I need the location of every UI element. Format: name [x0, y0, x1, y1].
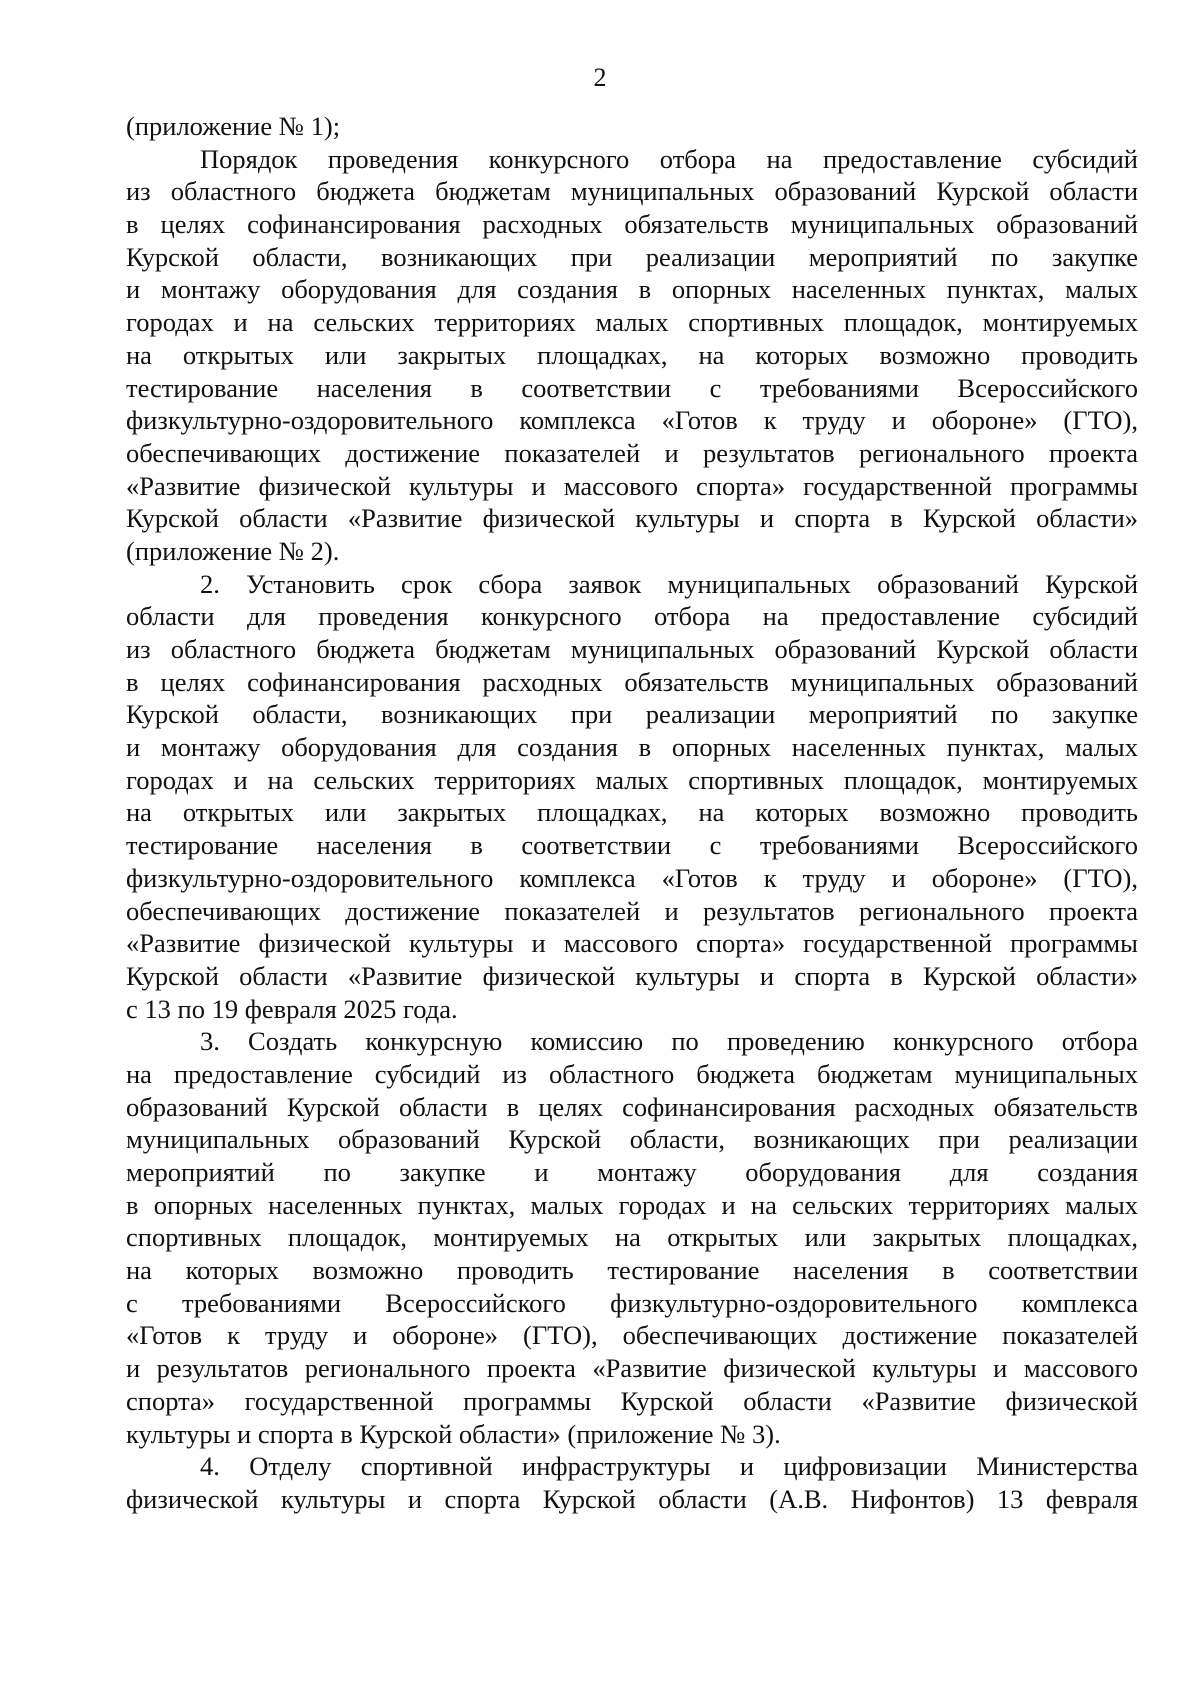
text-line: городах и на сельских территориях малых спортивных площадок, монтируемых [126, 764, 1138, 795]
paragraph-p3 [126, 1025, 1138, 1450]
text-line: в опорных населенных пунктах, малых городах и на сельских территориях малых [126, 1189, 1138, 1220]
text-line: 4. Отделу спортивной инфраструктуры и цифровизации Министерства [200, 1451, 1138, 1482]
text-line: спортивных площадок, монтируемых на открытых или закрытых площадках, [126, 1222, 1138, 1253]
paragraph-p1 [126, 143, 1138, 568]
paragraph-p4 [126, 1450, 1138, 1515]
text-line: 3. Создать конкурсную комиссию по проведению конкурсного отбора [200, 1026, 1138, 1057]
text-line: области для проведения конкурсного отбора на предоставление субсидий [126, 601, 1138, 632]
text-line: (приложение № 2). [126, 535, 340, 566]
text-line: «Развитие физической культуры и массового спорта» государственной программы [126, 470, 1138, 501]
document-body [126, 110, 1138, 1516]
text-line: тестирование населения в соответствии с требованиями Всероссийского [126, 830, 1138, 861]
text-line: образований Курской области в целях софинансирования расходных обязательств [126, 1091, 1138, 1122]
text-line: физкультурно-оздоровительного комплекса «Готов к труду и обороне» (ГТО), [126, 405, 1138, 436]
text-line: и монтажу оборудования для создания в опорных населенных пунктах, малых [126, 732, 1138, 763]
page-number: 2 [593, 63, 607, 92]
text-line: городах и на сельских территориях малых спортивных площадок, монтируемых [126, 307, 1138, 338]
text-line: на открытых или закрытых площадках, на которых возможно проводить [126, 797, 1138, 828]
text-line: в целях софинансирования расходных обязательств муниципальных образований [126, 209, 1138, 240]
text-line: обеспечивающих достижение показателей и результатов регионального проекта [126, 437, 1138, 468]
paragraph-p2 [126, 568, 1138, 1026]
text-line: муниципальных образований Курской области, возникающих при реализации [126, 1124, 1138, 1155]
text-line: спорта» государственной программы Курской области «Развитие физической [126, 1385, 1138, 1416]
text-line: на предоставление субсидий из областного бюджета бюджетам муниципальных [126, 1058, 1138, 1089]
text-line: в целях софинансирования расходных обязательств муниципальных образований [126, 666, 1138, 697]
text-line: Курской области, возникающих при реализации мероприятий по закупке [126, 241, 1138, 272]
text-line: физической культуры и спорта Курской области (А.В. Нифонтов) 13 февраля [126, 1483, 1138, 1514]
text-line: мероприятий по закупке и монтажу оборудования для создания [126, 1157, 1138, 1187]
text-line: 2. Установить срок сбора заявок муниципальных образований Курской [200, 568, 1138, 599]
text-line: из областного бюджета бюджетам муниципальных образований Курской области [126, 176, 1138, 207]
text-line: на открытых или закрытых площадках, на которых возможно проводить [126, 339, 1138, 370]
text-line: с требованиями Всероссийского физкультурно-оздоровительного комплекса [126, 1287, 1138, 1318]
paragraph-p0 [126, 110, 1138, 143]
text-line: из областного бюджета бюджетам муниципальных образований Курской области [126, 634, 1138, 664]
text-line: обеспечивающих достижение показателей и результатов регионального проекта [126, 895, 1138, 926]
text-line: физкультурно-оздоровительного комплекса «Готов к труду и обороне» (ГТО), [126, 862, 1138, 893]
text-line: Порядок проведения конкурсного отбора на предоставление субсидий [200, 143, 1138, 174]
text-line: культуры и спорта в Курской области» (приложение № 3). [126, 1418, 781, 1449]
text-line: Курской области «Развитие физической культуры и спорта в Курской области» [126, 503, 1138, 534]
text-line: Курской области, возникающих при реализации мероприятий по закупке [126, 699, 1138, 730]
text-line: Курской области «Развитие физической культуры и спорта в Курской области» [126, 960, 1138, 991]
text-line: (приложение № 1); [126, 111, 341, 141]
text-line: «Готов к труду и обороне» (ГТО), обеспечивающих достижение показателей [126, 1320, 1138, 1351]
text-line: и монтажу оборудования для создания в опорных населенных пунктах, малых [126, 274, 1138, 305]
text-line: с 13 по 19 февраля 2025 года. [126, 993, 458, 1024]
text-line: на которых возможно проводить тестирование населения в соответствии [126, 1255, 1138, 1286]
text-line: «Развитие физической культуры и массового спорта» государственной программы [126, 928, 1138, 959]
text-line: тестирование населения в соответствии с требованиями Всероссийского [126, 372, 1138, 403]
text-line: и результатов регионального проекта «Развитие физической культуры и массового [126, 1353, 1138, 1384]
